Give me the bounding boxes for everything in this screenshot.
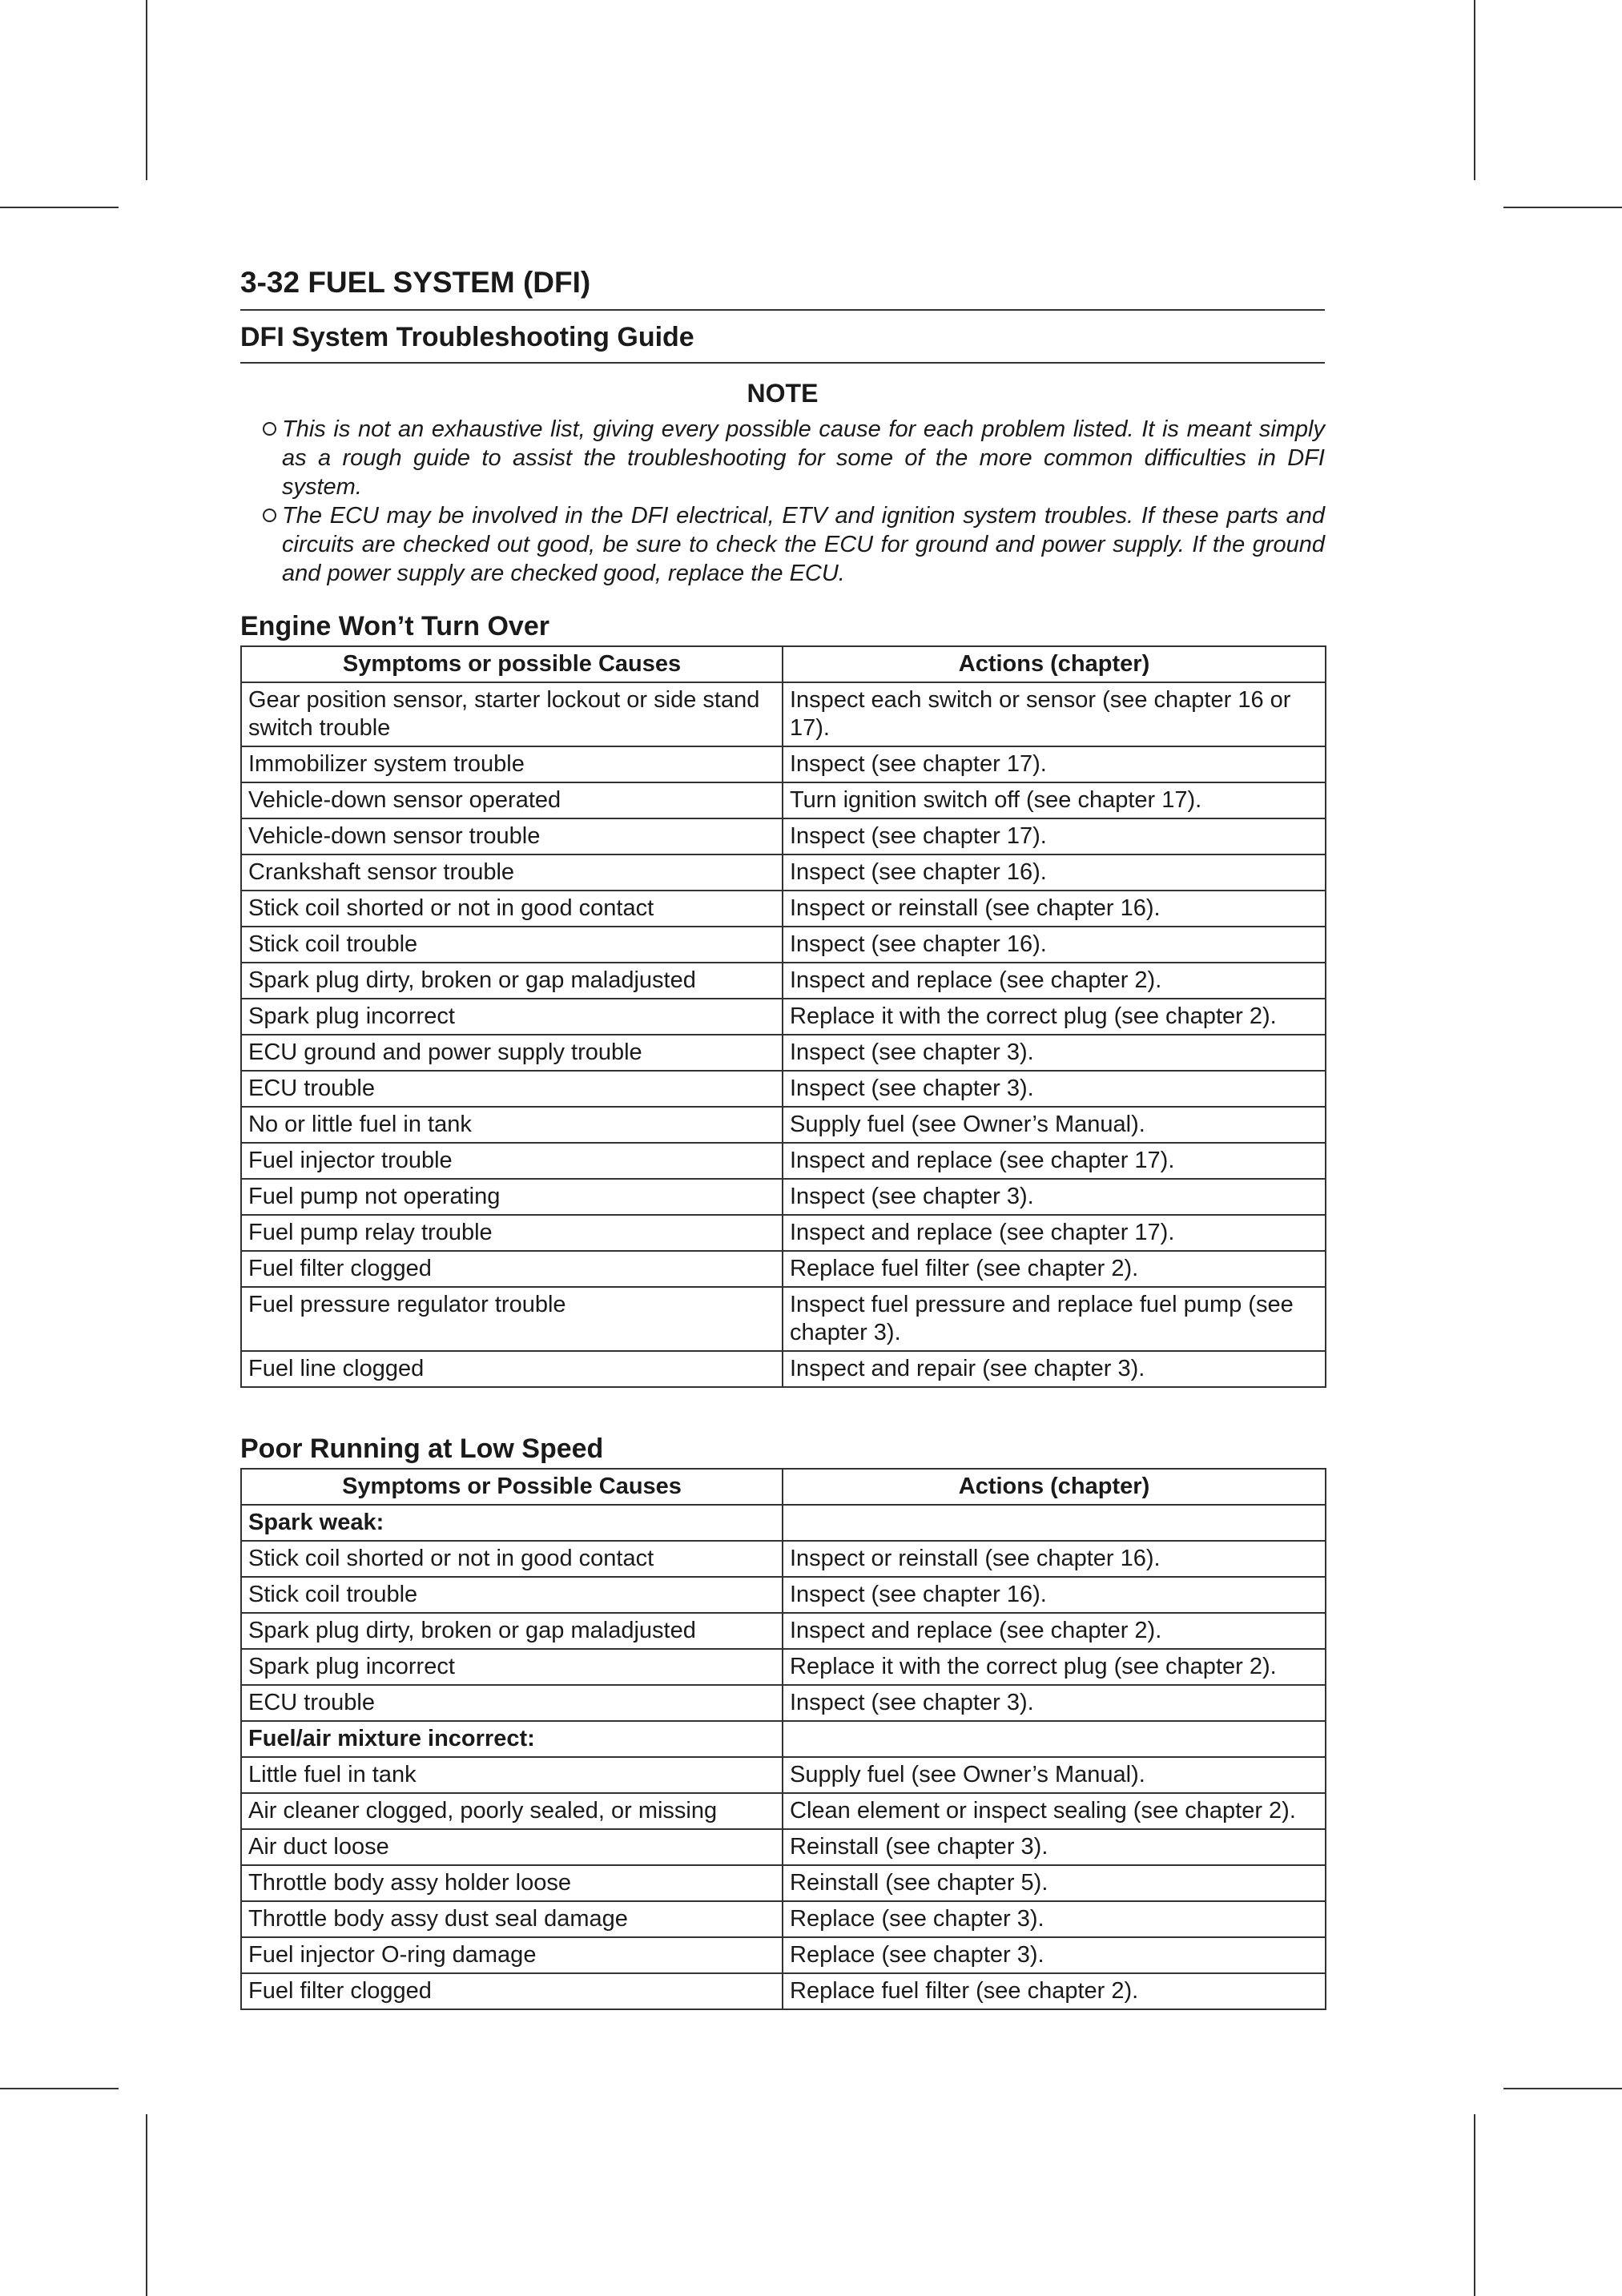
column-header-causes: Symptoms or Possible Causes (241, 1469, 783, 1505)
table-row (241, 1577, 1326, 1613)
table-row (241, 682, 1326, 746)
action-cell: Replace (see chapter 3). (783, 1937, 1326, 1973)
table-row (241, 1613, 1326, 1649)
action-cell: Replace it with the correct plug (see chapter 2). (783, 999, 1326, 1035)
action-cell: Inspect (see chapter 17). (783, 746, 1326, 782)
table-header-row (241, 646, 1326, 682)
action-cell: Reinstall (see chapter 3). (783, 1829, 1326, 1865)
table-row (241, 891, 1326, 927)
action-cell: Inspect (see chapter 17). (783, 818, 1326, 854)
table-header-row (241, 1469, 1326, 1505)
crop-mark (1474, 2114, 1475, 2296)
cause-cell: Little fuel in tank (241, 1757, 783, 1793)
troubleshooting-table-engine-wont-turn-over (240, 645, 1326, 1388)
action-cell: Supply fuel (see Owner’s Manual). (783, 1757, 1326, 1793)
table-row (241, 746, 1326, 782)
action-cell: Inspect fuel pressure and replace fuel pump (see chapter 3). (783, 1287, 1326, 1351)
action-cell: Inspect (see chapter 16). (783, 927, 1326, 963)
cause-cell: Stick coil trouble (241, 1577, 783, 1613)
table-row (241, 1287, 1326, 1351)
table-row (241, 1541, 1326, 1577)
action-cell: Inspect (see chapter 3). (783, 1685, 1326, 1721)
cause-cell: Fuel pressure regulator trouble (241, 1287, 783, 1351)
table-row (241, 1901, 1326, 1937)
note-text: The ECU may be involved in the DFI electrical, ETV and ignition system troubles. If these parts and circuits are checked out good, be sure to check the ECU for ground and power supply. If the ground and power supply are checked good, replace the ECU. (282, 503, 1325, 586)
action-cell: Supply fuel (see Owner’s Manual). (783, 1107, 1326, 1143)
column-header-causes: Symptoms or possible Causes (241, 646, 783, 682)
cause-cell: Fuel injector trouble (241, 1143, 783, 1179)
action-cell: Inspect and repair (see chapter 3). (783, 1351, 1326, 1387)
note-list (240, 415, 1325, 588)
action-cell: Inspect (see chapter 3). (783, 1179, 1326, 1215)
action-cell: Replace fuel filter (see chapter 2). (783, 1973, 1326, 2009)
table-row (241, 854, 1326, 891)
cause-cell: No or little fuel in tank (241, 1107, 783, 1143)
cause-cell: Spark plug incorrect (241, 1649, 783, 1685)
crop-mark (0, 207, 119, 208)
table-row (241, 963, 1326, 999)
group-label-cell: Fuel/air mixture incorrect: (241, 1721, 783, 1757)
note-heading: NOTE (747, 379, 819, 408)
table-row (241, 1865, 1326, 1901)
table-row (241, 1251, 1326, 1287)
circle-bullet-icon (263, 422, 276, 436)
action-cell (783, 1505, 1326, 1541)
action-cell: Inspect or reinstall (see chapter 16). (783, 891, 1326, 927)
table-row (241, 1071, 1326, 1107)
table-title-poor-running-low-speed: Poor Running at Low Speed (240, 1433, 604, 1464)
cause-cell: Fuel line clogged (241, 1351, 783, 1387)
section-title: DFI System Troubleshooting Guide (240, 311, 1325, 364)
table-row (241, 927, 1326, 963)
cause-cell: Fuel pump not operating (241, 1179, 783, 1215)
table-row (241, 818, 1326, 854)
table-row (241, 1829, 1326, 1865)
cause-cell: Vehicle-down sensor operated (241, 782, 783, 818)
cause-cell: Crankshaft sensor trouble (241, 854, 783, 891)
cause-cell: Stick coil trouble (241, 927, 783, 963)
table-row (241, 1143, 1326, 1179)
table-row (241, 1757, 1326, 1793)
table-row (241, 1793, 1326, 1829)
table-row (241, 1649, 1326, 1685)
table-row (241, 999, 1326, 1035)
table-row (241, 1351, 1326, 1387)
action-cell (783, 1721, 1326, 1757)
crop-mark (146, 0, 147, 180)
column-header-actions: Actions (chapter) (783, 646, 1326, 682)
action-cell: Replace fuel filter (see chapter 2). (783, 1251, 1326, 1287)
crop-mark (1503, 207, 1622, 208)
table-row (241, 1685, 1326, 1721)
cause-cell: Spark plug dirty, broken or gap maladjusted (241, 963, 783, 999)
cause-cell: Air duct loose (241, 1829, 783, 1865)
cause-cell: Fuel filter clogged (241, 1251, 783, 1287)
table-row (241, 1107, 1326, 1143)
cause-cell: Spark plug incorrect (241, 999, 783, 1035)
table-row (241, 1973, 1326, 2009)
group-label-cell: Spark weak: (241, 1505, 783, 1541)
action-cell: Inspect or reinstall (see chapter 16). (783, 1541, 1326, 1577)
cause-cell: Throttle body assy holder loose (241, 1865, 783, 1901)
table-row (241, 782, 1326, 818)
crop-mark (0, 2088, 119, 2089)
action-cell: Replace (see chapter 3). (783, 1901, 1326, 1937)
action-cell: Clean element or inspect sealing (see chapter 2). (783, 1793, 1326, 1829)
cause-cell: ECU ground and power supply trouble (241, 1035, 783, 1071)
crop-mark (1474, 0, 1475, 180)
action-cell: Inspect (see chapter 16). (783, 1577, 1326, 1613)
action-cell: Inspect (see chapter 16). (783, 854, 1326, 891)
note-item (240, 415, 1325, 501)
cause-cell: Air cleaner clogged, poorly sealed, or missing (241, 1793, 783, 1829)
cause-cell: ECU trouble (241, 1071, 783, 1107)
cause-cell: Fuel injector O-ring damage (241, 1937, 783, 1973)
action-cell: Turn ignition switch off (see chapter 17). (783, 782, 1326, 818)
table-title-engine-wont-turn-over: Engine Won’t Turn Over (240, 611, 549, 641)
cause-cell: Throttle body assy dust seal damage (241, 1901, 783, 1937)
action-cell: Replace it with the correct plug (see chapter 2). (783, 1649, 1326, 1685)
action-cell: Inspect (see chapter 3). (783, 1035, 1326, 1071)
cause-cell: Stick coil shorted or not in good contact (241, 1541, 783, 1577)
troubleshooting-table-poor-running-low-speed (240, 1468, 1326, 2010)
note-item (240, 501, 1325, 588)
table-row (241, 1035, 1326, 1071)
page-content (240, 264, 1325, 2010)
circle-bullet-icon (263, 509, 276, 522)
cause-cell: Spark plug dirty, broken or gap maladjusted (241, 1613, 783, 1649)
column-header-actions: Actions (chapter) (783, 1469, 1326, 1505)
crop-mark (1503, 2088, 1622, 2089)
note-text: This is not an exhaustive list, giving every possible cause for each problem listed. It is meant simply as a rough guide to assist the troubleshooting for some of the more common difficulties in DFI system. (282, 416, 1325, 500)
cause-cell: Gear position sensor, starter lockout or side stand switch trouble (241, 682, 783, 746)
table-row (241, 1215, 1326, 1251)
action-cell: Inspect and replace (see chapter 2). (783, 963, 1326, 999)
action-cell: Inspect (see chapter 3). (783, 1071, 1326, 1107)
cause-cell: ECU trouble (241, 1685, 783, 1721)
action-cell: Reinstall (see chapter 5). (783, 1865, 1326, 1901)
table-row (241, 1937, 1326, 1973)
cause-cell: Fuel pump relay trouble (241, 1215, 783, 1251)
cause-cell: Fuel filter clogged (241, 1973, 783, 2009)
table-row (241, 1505, 1326, 1541)
page-title: 3-32 FUEL SYSTEM (DFI) (240, 264, 1325, 311)
table-row (241, 1179, 1326, 1215)
action-cell: Inspect and replace (see chapter 17). (783, 1143, 1326, 1179)
cause-cell: Stick coil shorted or not in good contact (241, 891, 783, 927)
cause-cell: Immobilizer system trouble (241, 746, 783, 782)
action-cell: Inspect each switch or sensor (see chapter 16 or 17). (783, 682, 1326, 746)
action-cell: Inspect and replace (see chapter 2). (783, 1613, 1326, 1649)
action-cell: Inspect and replace (see chapter 17). (783, 1215, 1326, 1251)
cause-cell: Vehicle-down sensor trouble (241, 818, 783, 854)
table-row (241, 1721, 1326, 1757)
crop-mark (146, 2114, 147, 2296)
